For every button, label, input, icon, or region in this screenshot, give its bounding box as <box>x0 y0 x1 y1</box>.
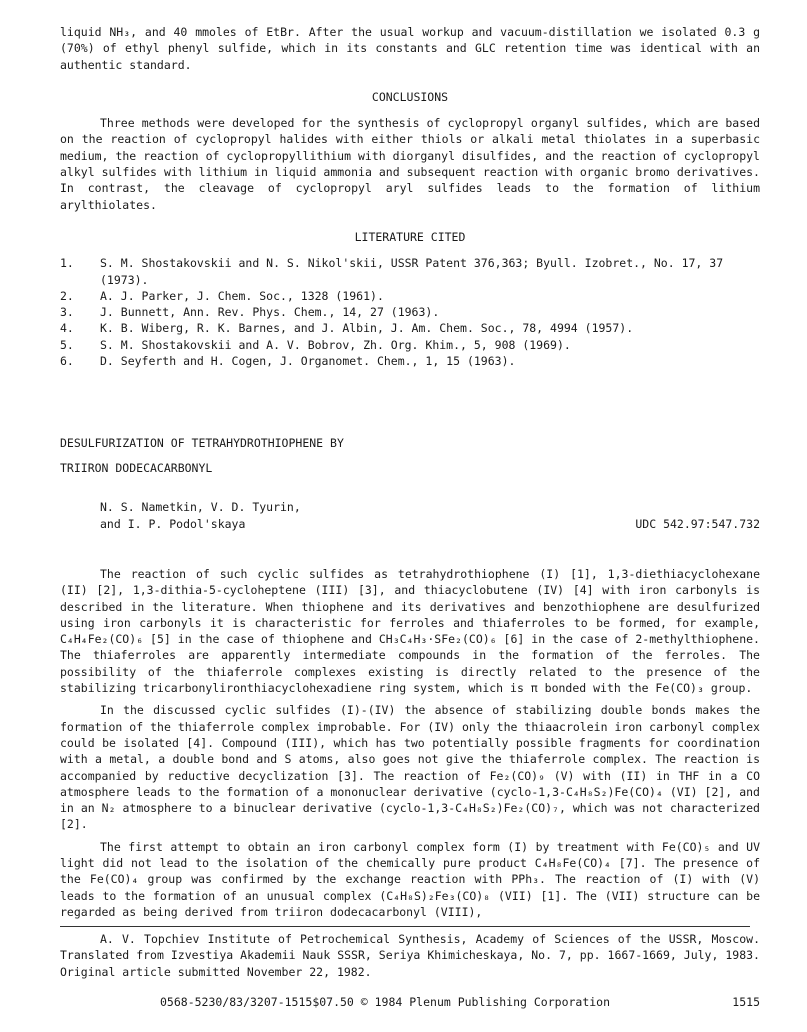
udc-code: UDC 542.97:547.732 <box>635 516 760 531</box>
conclusions-text: Three methods were developed for the synthesis of cyclopropyl organyl sulfides, which are based on the reaction of cyclopropyl halides with either thiols or alkali metal thiolates in a superbasic medium, the reaction of cyclopropyllithium with diorganyl disulfides, and the reaction of cyclopropyl alkyl sulfides with lithium in liquid ammonia and subsequent reaction with organic bromo derivatives. In contrast, the cleavage of cyclopropyl aryl sulfides leads to the formation of lithium arylthiolates. <box>60 116 760 212</box>
reference-item: 6. D. Seyferth and H. Cogen, J. Organomet. Chem., 1, 15 (1963). <box>60 354 516 369</box>
page-footer <box>60 994 760 1010</box>
reference-list <box>60 255 760 369</box>
conclusions-heading: CONCLUSIONS <box>371 89 449 104</box>
publication-code: 0568-5230/83/3207-1515$07.50 © 1984 Plenum Publishing Corporation <box>160 995 611 1009</box>
authors: N. S. Nametkin, V. D. Tyurin, and I. P. Podol'skaya <box>100 500 301 531</box>
body-paragraph: The first attempt to obtain an iron carbonyl complex form (I) by treatment with Fe(CO)₅ and UV light did not lead to the isolation of the chemically pure product C₄H₈Fe(CO)₄ [7]. The presence of the Fe(CO)₄ group was confirmed by the exchange reaction with PPh₃. The reaction of (I) with (V) leads to the formation of an unusual complex (C₄H₈S)₂Fe₃(CO)₈ (VII) [1]. The (VII) structure can be regarded as being derived from triiron dodecacarbonyl (VIII), <box>60 839 760 919</box>
body-paragraph: In the discussed cyclic sulfides (I)-(IV) the absence of stabilizing double bonds makes the formation of the thiaferrole complex improbable. For (IV) only the thiaacrolein iron carbonyl complex could be isolated [4]. Compound (III), which has two potentially possible fragments for coordination with a metal, a double bond and S atoms, also goes not give the thiaferrole complex. The reaction is accompanied by reductive decyclization [3]. The reaction of Fe₂(CO)₉ (V) with (II) in THF in a CO atmosphere leads to the formation of a mononuclear derivative (cyclo-1,3-C₄H₈S₂)Fe(CO)₄ (VI) [2], and in an N₂ atmosphere to a binuclear derivative (cyclo-1,3-C₄H₈S₂)Fe₂(CO)₇, which was not characterized [2]. <box>60 703 760 832</box>
reference-item: 3. J. Bunnett, Ann. Rev. Phys. Chem., 14, 27 (1963). <box>60 305 440 320</box>
literature-heading: LITERATURE CITED <box>354 229 466 244</box>
article-body <box>60 566 760 920</box>
authors-row <box>60 499 760 532</box>
body-paragraph: The reaction of such cyclic sulfides as tetrahydrothiophene (I) [1], 1,3-diethiacyclohexane (II) [2], 1,3-dithia-5-cycloheptene (III) [3], and thiacyclobutene (IV) [4] with iron carbonyls is described in the literature. When thiophene and its derivatives and benzothiophene are desulfurized using iron carbonyls it is characteristic for ferroles and thiaferroles to be formed, for example, C₄H₄Fe₂(CO)₆ [5] in the case of thiophene and CH₃C₄H₃·SFe₂(CO)₆ [6] in the case of 2-methylthiophene. The thiaferroles are apparently intermediate compounds in the formation of the ferroles. The possibility of the thiaferrole complexes existing is directly related to the presence of the stabilizing tricarbonylironthiacyclohexadiene ring system, which is π bonded with the Fe(CO)₃ group. <box>60 566 760 696</box>
footnote-divider <box>60 926 750 927</box>
page-number: 1515 <box>732 995 760 1009</box>
article-title-line: TRIIRON DODECACARBONYL <box>60 461 213 476</box>
footnote: A. V. Topchiev Institute of Petrochemical Synthesis, Academy of Sciences of the USSR, Moscow. Translated from Izvestiya Akademii Nauk SSSR, Seriya Khimicheskaya, No. 7, pp. 1667-1669, July, 1983. Original article submitted November 22, 1982. <box>60 932 760 979</box>
article-title-line: DESULFURIZATION OF TETRAHYDROTHIOPHENE BY <box>60 436 344 451</box>
reference-item: 2. A. J. Parker, J. Chem. Soc., 1328 (1961). <box>60 288 384 303</box>
reference-item: 1. S. M. Shostakovskii and N. S. Nikol'skii, USSR Patent 376,363; Byull. Izobret., No. 17, 37 (1973). <box>60 256 724 287</box>
intro-paragraph: liquid NH₃, and 40 mmoles of EtBr. After the usual workup and vacuum-distillation we isolated 0.3 g (70%) of ethyl phenyl sulfide, which in its constants and GLC retention time was identical with an authentic standard. <box>60 25 760 72</box>
reference-item: 5. S. M. Shostakovskii and A. V. Bobrov, Zh. Org. Khim., 5, 908 (1969). <box>60 337 571 352</box>
article-title <box>60 431 760 481</box>
reference-item: 4. K. B. Wiberg, R. K. Barnes, and J. Albin, J. Am. Chem. Soc., 78, 4994 (1957). <box>60 321 634 336</box>
page <box>60 24 760 1009</box>
